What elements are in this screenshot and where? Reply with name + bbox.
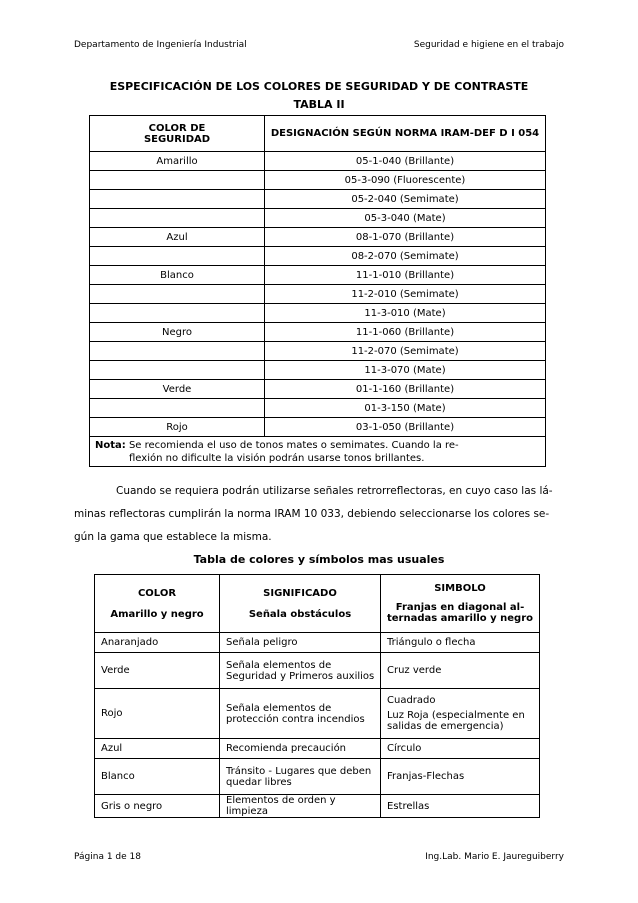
- header-symbol-cell: [381, 575, 540, 633]
- header-designation-cell: DESIGNACIÓN SEGÚN NORMA IRAM-DEF D I 054: [265, 116, 546, 152]
- paragraph-line3: gún la gama que establece la misma.: [74, 531, 272, 543]
- table-row: [95, 653, 540, 689]
- header-meaning-sub: Señala obstáculos: [248, 608, 352, 620]
- paragraph: [74, 480, 560, 549]
- symbol-cell: Estrellas: [381, 795, 540, 818]
- color-cell: [90, 399, 265, 418]
- table-row: [90, 152, 546, 171]
- header-left: Departamento de Ingeniería Industrial: [74, 40, 247, 50]
- note-text-2: flexión no dificulte la visión podrán usarse tonos brillantes.: [129, 453, 425, 464]
- symbol-cell: Franjas-Flechas: [381, 759, 540, 795]
- color-cell: Blanco: [95, 759, 220, 795]
- header-color-sub: Amarillo y negro: [110, 608, 204, 620]
- colors-symbols-title: Tabla de colores y símbolos mas usuales: [193, 553, 445, 566]
- color-cell: [90, 209, 265, 228]
- table-row: [90, 380, 546, 399]
- table-row: [90, 323, 546, 342]
- header-symbol: SIMBOLO: [434, 583, 486, 594]
- header-color-cell: [90, 116, 265, 152]
- table-row: [90, 285, 546, 304]
- designation-cell: 11-1-010 (Brillante): [265, 266, 546, 285]
- color-cell: Blanco: [90, 266, 265, 285]
- table-row: [90, 171, 546, 190]
- color-cell: Verde: [95, 653, 220, 689]
- table-row: [90, 247, 546, 266]
- color-cell: Verde: [90, 380, 265, 399]
- footer-page-number: Página 1 de 18: [74, 852, 141, 862]
- header-color-line1: COLOR DE: [148, 122, 206, 134]
- designation-cell: 11-3-070 (Mate): [265, 361, 546, 380]
- color-spec-table: [89, 115, 546, 467]
- table-row: [95, 633, 540, 653]
- color-cell: [90, 361, 265, 380]
- symbol-line1: Cuadrado: [387, 695, 436, 706]
- symbol-cell: Cruz verde: [381, 653, 540, 689]
- designation-cell: 01-1-160 (Brillante): [265, 380, 546, 399]
- designation-cell: 11-1-060 (Brillante): [265, 323, 546, 342]
- designation-cell: 08-2-070 (Semimate): [265, 247, 546, 266]
- table-row: [95, 759, 540, 795]
- header-color-line2: SEGURIDAD: [143, 133, 211, 145]
- designation-cell: 08-1-070 (Brillante): [265, 228, 546, 247]
- header-color-cell: [95, 575, 220, 633]
- table-row: [90, 399, 546, 418]
- paragraph-line1: Cuando se requiera podrán utilizarse señales retrorreflectoras, en cuyo caso las lá-: [116, 485, 553, 497]
- table-row: [90, 209, 546, 228]
- spec-title: ESPECIFICACIÓN DE LOS COLORES DE SEGURIDAD Y DE CONTRASTE: [109, 80, 529, 93]
- table-row: [90, 190, 546, 209]
- footer-author: Ing.Lab. Mario E. Jaureguiberry: [425, 852, 564, 862]
- table-header-row: [90, 116, 546, 152]
- designation-cell: 11-2-010 (Semimate): [265, 285, 546, 304]
- table-row: [90, 228, 546, 247]
- color-cell: Rojo: [95, 689, 220, 739]
- header-color: COLOR: [137, 587, 177, 599]
- color-cell: [90, 304, 265, 323]
- symbol-cell: Círculo: [381, 739, 540, 759]
- note-cell: [90, 437, 546, 467]
- designation-cell: 05-2-040 (Semimate): [265, 190, 546, 209]
- note-line1: [95, 439, 541, 452]
- designation-cell: 05-3-090 (Fluorescente): [265, 171, 546, 190]
- table-row: [95, 739, 540, 759]
- paragraph-line2: minas reflectoras cumplirán la norma IRAM 10 033, debiendo seleccionarse los colores se-: [74, 508, 550, 520]
- designation-cell: 03-1-050 (Brillante): [265, 418, 546, 437]
- note-row: [90, 437, 546, 467]
- color-cell: Azul: [95, 739, 220, 759]
- header-meaning: SIGNIFICADO: [263, 587, 337, 599]
- symbol-cell: [381, 689, 540, 739]
- meaning-cell: Señala peligro: [220, 633, 381, 653]
- color-cell: [90, 247, 265, 266]
- designation-cell: 11-3-010 (Mate): [265, 304, 546, 323]
- header-symbol-sub2: ternadas amarillo y negro: [386, 613, 534, 624]
- table-row: [90, 342, 546, 361]
- header-meaning-cell: [220, 575, 381, 633]
- symbol-line2: Luz Roja (especialmente en salidas de emergencia): [387, 710, 525, 732]
- color-cell: [90, 342, 265, 361]
- color-cell: Rojo: [90, 418, 265, 437]
- color-cell: [90, 285, 265, 304]
- designation-cell: 01-3-150 (Mate): [265, 399, 546, 418]
- note-text-1: Se recomienda el uso de tonos mates o semimates. Cuando la re-: [125, 440, 459, 451]
- designation-cell: 11-2-070 (Semimate): [265, 342, 546, 361]
- designation-cell: 05-3-040 (Mate): [265, 209, 546, 228]
- table2-title: TABLA II: [293, 98, 345, 111]
- header-right: Seguridad e higiene en el trabajo: [413, 40, 564, 50]
- designation-cell: 05-1-040 (Brillante): [265, 152, 546, 171]
- table-row: [95, 689, 540, 739]
- header-symbol-sub1: Franjas en diagonal al-: [395, 602, 525, 613]
- table-header-row: [95, 575, 540, 633]
- meaning-cell: Señala elementos de protección contra incendios: [220, 689, 381, 739]
- color-cell: Gris o negro: [95, 795, 220, 818]
- meaning-cell: Recomienda precaución: [220, 739, 381, 759]
- table-row: [90, 304, 546, 323]
- colors-symbols-table: [94, 574, 540, 818]
- meaning-cell: Señala elementos de Seguridad y Primeros auxilios: [220, 653, 381, 689]
- symbol-cell: Triángulo o flecha: [381, 633, 540, 653]
- color-cell: Anaranjado: [95, 633, 220, 653]
- color-cell: [90, 171, 265, 190]
- meaning-cell: Elementos de orden y limpieza: [220, 795, 381, 818]
- table-row: [90, 266, 546, 285]
- table-row: [95, 795, 540, 818]
- color-cell: Amarillo: [90, 152, 265, 171]
- table-row: [90, 361, 546, 380]
- color-cell: [90, 190, 265, 209]
- note-label: Nota:: [95, 440, 126, 451]
- table-row: [90, 418, 546, 437]
- color-cell: Azul: [90, 228, 265, 247]
- color-cell: Negro: [90, 323, 265, 342]
- meaning-cell: Tránsito - Lugares que deben quedar libres: [220, 759, 381, 795]
